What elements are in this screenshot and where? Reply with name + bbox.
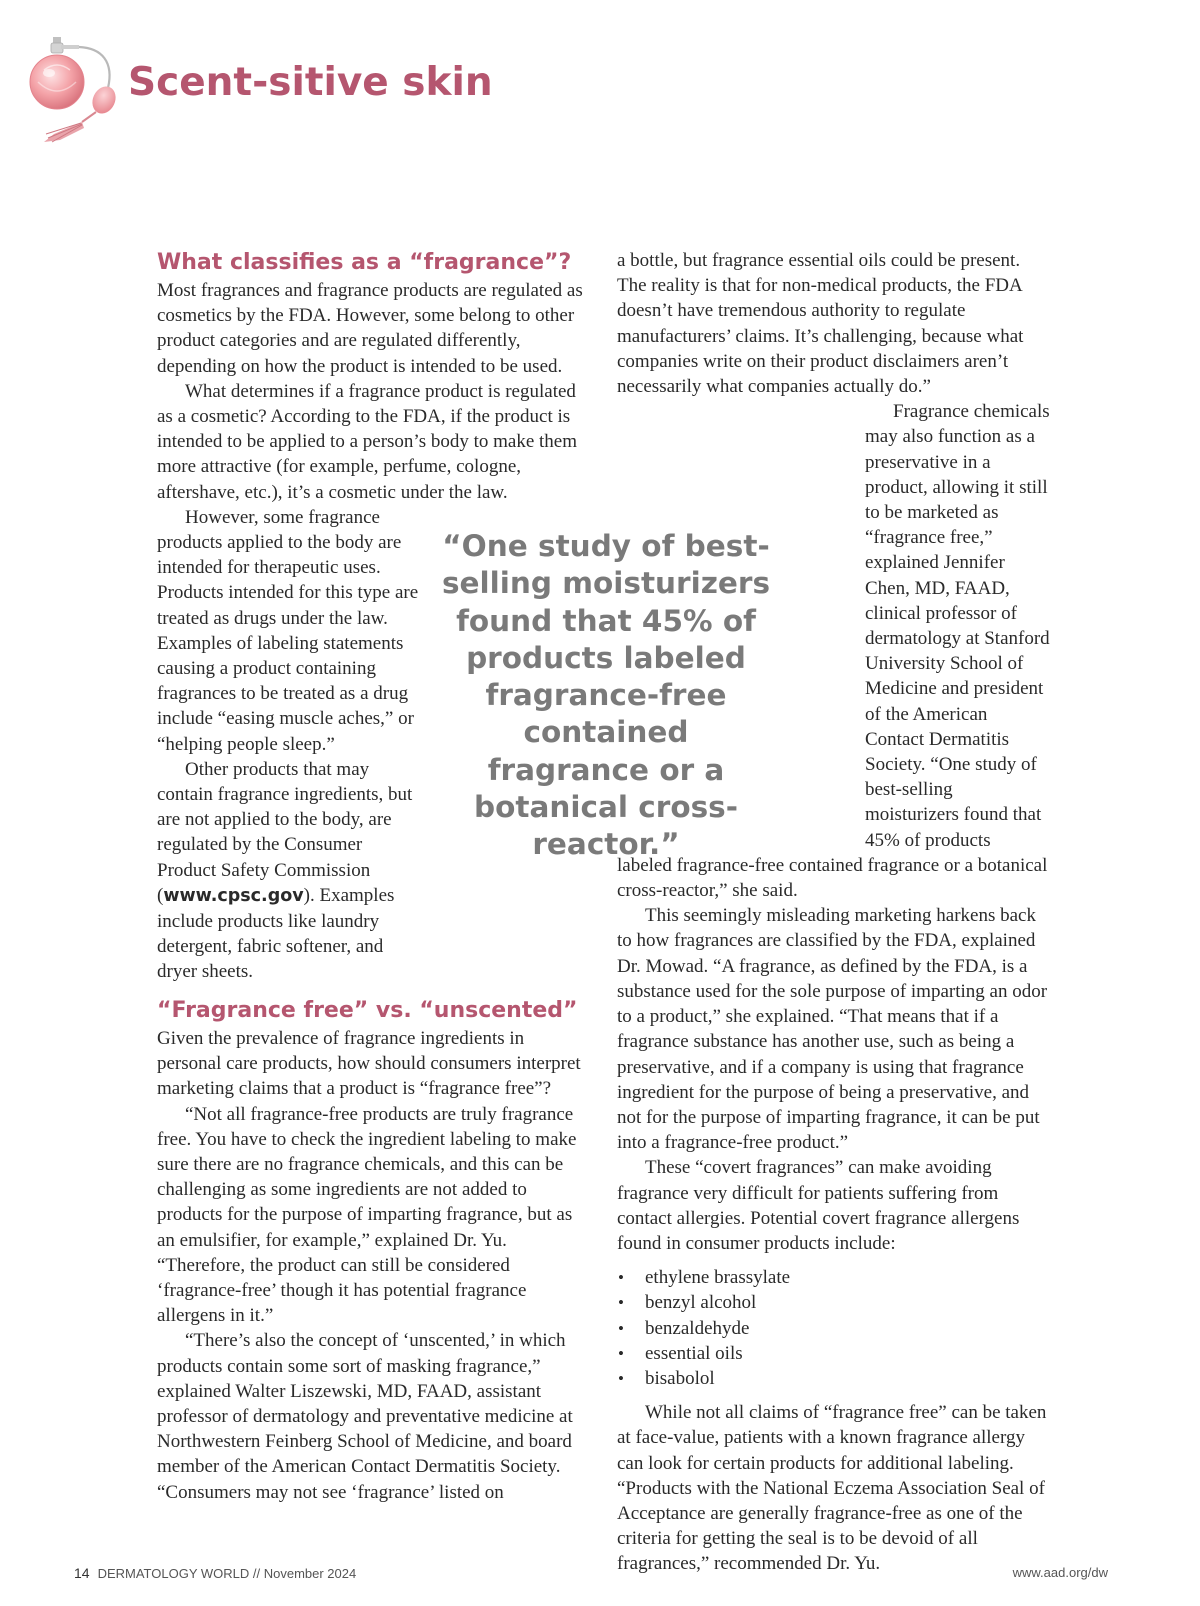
paragraph: This seemingly misleading marketing harkens back to how fragrances are classified by the FDA, explained Dr. Mowad. “A fragrance, as defined by the FDA, is a substance used for the sole purpose of imparting an odor to a product,” she explained. “That means that if a fragrance substance has another use, such as being a preservative, and if a company is using that fragrance ingredient for the purpose of being a preservative, and not for the purpose of imparting fragrance, it can be put into a fragrance-free product.” [617,905,1048,1154]
footer-url[interactable]: www.aad.org/dw [1012,1565,1108,1580]
allergen-list [617,1265,1050,1391]
section-heading-fragrance-classification: What classifies as a “fragrance”? [157,250,572,275]
paragraph: Most fragrances and fragrance products are regulated as cosmetics by the FDA. However, some belong to other product categories and are regulated differently, depending on how the product is intended to be used. [157,280,583,377]
paragraph: “There’s also the concept of ‘unscented,’ in which products contain some sort of masking fragrance,” explained Walter Liszewski, MD, FAAD, assistant professor of dermatology and preventative medicine at Northwestern Feinberg School of Medicine, and board member of the American Contact Dermatitis Society. “Consumers may not see ‘fragrance’ listed on [157,1330,573,1503]
paragraph: a bottle, but fragrance essential oils could be present. The reality is that for non-medical products, the FDA doesn’t have tremendous authority to regulate manufacturers’ claims. It’s challenging, because what companies write on their product disclaimers aren’t necessarily what companies actually do.” [617,250,1024,398]
paragraph-text: Other products that may contain fragrance ingredients, but are not applied to the body, are regulated by the Consumer Product Safety Commission ( [157,758,413,906]
left-column-section-2 [157,996,590,1505]
paragraph: However, some fragrance products applied to the body are intended for therapeutic uses. Products intended for this type are treated as drugs under the law. Examples of labeling statements causing a product containing fragrances to be treated as a drug include “easing muscle aches,” or “helping people sleep.” [157,506,419,755]
publication-info: DERMATOLOGY WORLD // November 2024 [97,1566,357,1581]
right-column [617,248,1050,1577]
list-item: • benzyl alcohol [617,1290,1050,1315]
paragraph-text: ). Examples include products like laundry detergent, fabric softener, and dryer sheets. [157,884,395,983]
paragraph: What determines if a fragrance product is regulated as a cosmetic? According to the FDA, if the product is intended to be applied to a person’s body to make them more attractive (for example, perfume, cologne, aftershave, etc.), it’s a cosmetic under the law. [157,380,578,503]
list-item: • benzaldehyde [617,1316,1050,1341]
section-heading-fragrance-free-vs-unscented: “Fragrance free” vs. “unscented” [157,998,578,1023]
list-item: • essential oils [617,1341,1050,1366]
paragraph-text: Fragrance chemicals may also function as a preservative in a product, allowing it still to be marketed as “fragrance free,” explained Jennifer Chen, MD, FAAD, clinical professor of dermatology at Stanford University School of Medicine and president of the American Contact Dermatitis Society. “One study of best-selling moisturizers found that 45% of products labeled fragrance-free contained fragrance or a botanical cross-reactor,” she said. [617,401,1050,902]
paragraph: Given the prevalence of fragrance ingredients in personal care products, how should consumers interpret marketing claims that a product is “fragrance free”? [157,1028,581,1100]
pull-quote-spacer [617,474,865,829]
footer-left [74,1565,356,1581]
pull-quote: “One study of best-selling moisturizers found that 45% of products labeled fragrance-free contained fragrance or a botanical cross-reactor.” [441,529,770,862]
paragraph: “Not all fragrance-free products are truly fragrance free. You have to check the ingredient labeling to make sure there are no fragrance chemicals, and this can be challenging as some ingredients are not added to products for the purpose of imparting fragrance, but as an emulsifier, for example,” explained Dr. Yu. “Therefore, the product can still be considered ‘fragrance-free’ though it has potential fragrance allergens in it.” [157,1103,577,1327]
perfume-bottle-icon [24,30,129,148]
page-number: 14 [74,1565,90,1581]
list-item: • bisabolol [617,1366,1050,1391]
paragraph: While not all claims of “fragrance free” can be taken at face-value, patients with a known fragrance allergy can look for certain products for additional labeling. “Products with the National Eczema Association Seal of Acceptance are generally fragrance-free as one of the criteria for getting the seal is to be devoid of all fragrances,” recommended Dr. Yu. [617,1402,1047,1575]
list-item: • ethylene brassylate [617,1265,1050,1290]
paragraph [617,399,1050,903]
paragraph: These “covert fragrances” can make avoiding fragrance very difficult for patients suffering from contact allergies. Potential covert fragrance allergens found in consumer products include: [617,1157,1020,1254]
page-title: Scent-sitive skin [128,60,493,105]
cpsc-link[interactable]: www.cpsc.gov [163,885,304,906]
